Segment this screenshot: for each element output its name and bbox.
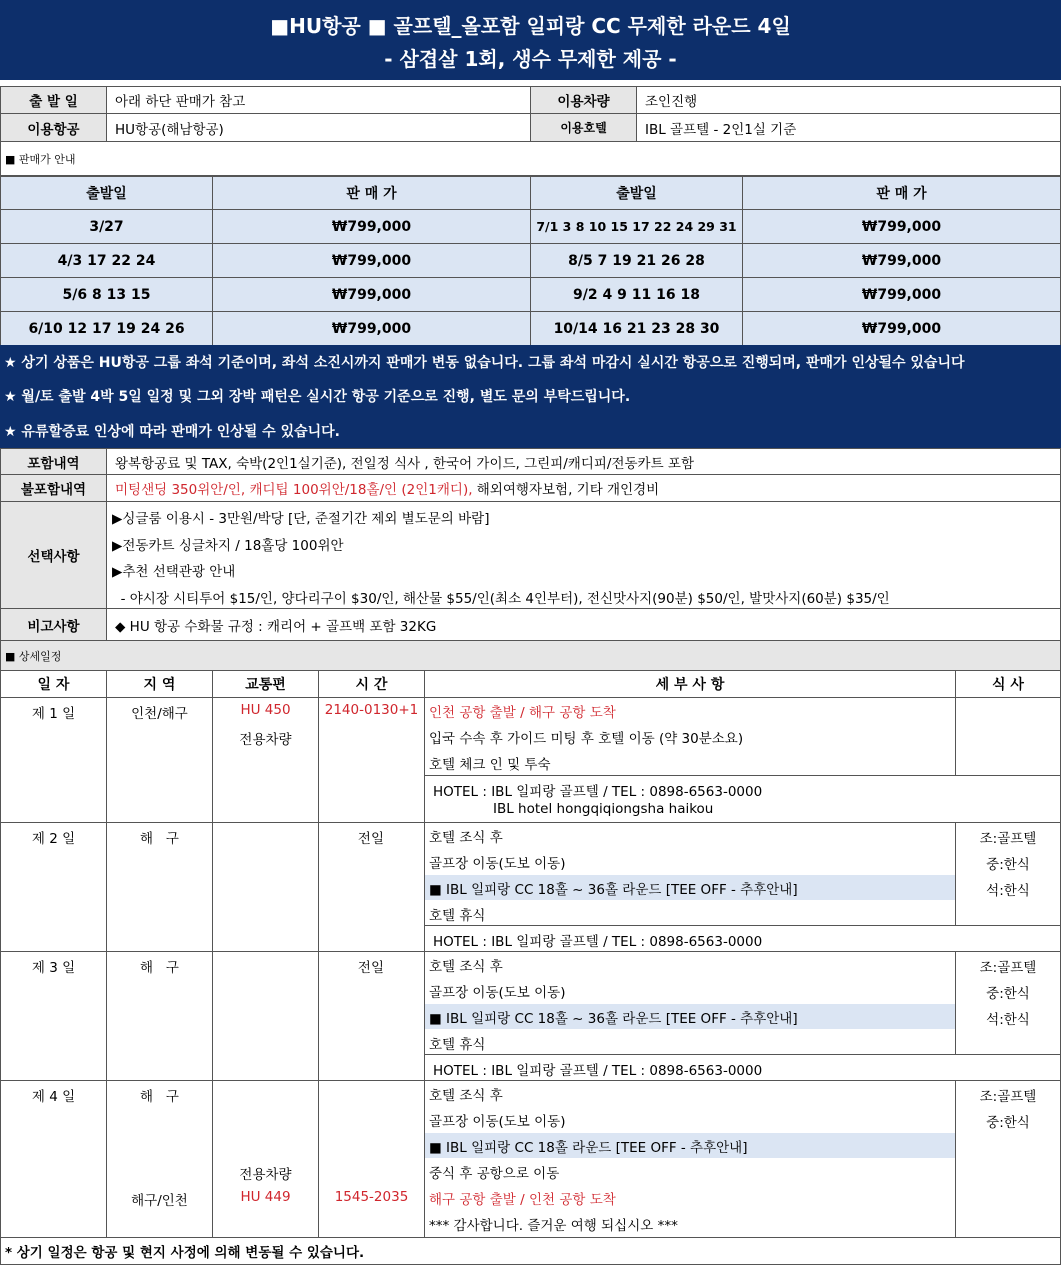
hotel-info: HOTEL : IBL 일피랑 골프텔 / TEL : 0898-6563-0000 — [433, 934, 763, 950]
title-banner — [0, 0, 1061, 80]
option-item: ▶전동카트 싱글차지 / 18홀당 100위안 — [112, 538, 344, 554]
day3-meals-cell — [955, 951, 1061, 1055]
price-section-label: ■ 판매가 안내 — [0, 141, 1061, 176]
meal-item: 중:한식 — [986, 857, 1030, 873]
day3-transport-cell — [212, 951, 319, 1081]
day3-region-cell — [106, 951, 213, 1081]
price-cell: ₩799,000 — [212, 311, 531, 346]
notice-line: ★ 월/토 출발 4박 5일 일정 및 그외 장박 패턴은 실시간 항공 기준으로 진행, 별도 문의 부탁드립니다. — [0, 379, 1061, 413]
meal-item: 중:한식 — [986, 986, 1030, 1002]
day4-meals-cell — [955, 1080, 1061, 1238]
airline-label: 이용항공 — [0, 113, 107, 142]
detail-item: 호텔 휴식 — [429, 1037, 486, 1053]
transport-label: 전용차량 — [239, 732, 292, 748]
page-title: ■HU항공 ■ 골프텔_올포함 일피랑 CC 무제한 라운드 4일 — [270, 14, 791, 38]
detail-item: 인천 공항 출발 / 해구 공항 도착 — [429, 705, 616, 721]
footer-note: * 상기 일정은 항공 및 현지 사정에 의해 변동될 수 있습니다. — [0, 1237, 1061, 1265]
remarks-label: 비고사항 — [0, 608, 107, 641]
departure-label: 출 발 일 — [0, 86, 107, 114]
time-label: 전일 — [357, 831, 384, 847]
meal-item: 조:골프텔 — [979, 1089, 1037, 1105]
day2-region-cell — [106, 822, 213, 952]
excluded-red-text: 미팅샌딩 350위안/인, 캐디팁 100위안/18홀/인 (2인1캐디), — [115, 482, 473, 498]
vehicle-value: 조인진행 — [636, 86, 1061, 114]
detail-item: 호텔 휴식 — [429, 908, 486, 924]
hotel-label: 이용호텔 — [530, 113, 637, 142]
day1-details-cell — [424, 697, 956, 776]
day2-meals-cell — [955, 822, 1061, 926]
meal-item: 조:골프텔 — [979, 831, 1037, 847]
day1-day-cell — [0, 697, 107, 823]
closing-message: *** 감사합니다. 즐거운 여행 되십시오 *** — [429, 1218, 678, 1234]
detail-item: 입국 수속 후 가이드 미팅 후 호텔 이동 (약 30분소요) — [429, 731, 744, 747]
region-label: 인천/해구 — [131, 706, 188, 722]
option-item: - 야시장 시티투어 $15/인, 양다리구이 $30/인, 해산물 $55/인(최소 4인부터), 전신맛사지(90분) $50/인, 발맛사지(60분) $35/인 — [112, 591, 890, 607]
hotel-info-en: IBL hotel hongqiqiongsha haikou — [493, 801, 714, 817]
time-label: 전일 — [357, 960, 384, 976]
excluded-rest-text: 해외여행자보험, 기타 개인경비 — [472, 482, 660, 498]
included-value: 왕복항공료 및 TAX, 숙박(2인1실기준), 전일정 식사 , 한국어 가이드, 그린피/캐디피/전동카트 포함 — [106, 448, 1061, 475]
price-cell: 7/1 3 8 10 15 17 22 24 29 31 — [530, 209, 743, 244]
schedule-section-label: ■ 상세일정 — [0, 640, 1061, 671]
price-header-price-1: 판 매 가 — [212, 176, 531, 210]
excluded-value — [106, 474, 1061, 502]
day1-hotel-cell — [424, 775, 1061, 823]
price-cell: 10/14 16 21 23 28 30 — [530, 311, 743, 346]
excluded-label: 불포함내역 — [0, 474, 107, 502]
options-label: 선택사항 — [0, 501, 107, 609]
day1-region-cell — [106, 697, 213, 823]
day-label: 제 1 일 — [31, 706, 76, 722]
schedule-header-transport: 교통편 — [212, 670, 319, 698]
day2-time-cell — [318, 822, 425, 952]
price-cell: 8/5 7 19 21 26 28 — [530, 243, 743, 278]
flight-code: HU 449 — [240, 1189, 291, 1205]
transport-label: 전용차량 — [239, 1167, 292, 1183]
day4-time-cell — [318, 1080, 425, 1238]
price-header-date-1: 출발일 — [0, 176, 213, 210]
schedule-header-region: 지 역 — [106, 670, 213, 698]
golf-round-item: ■ IBL 일피랑 CC 18홀 라운드 [TEE OFF - 추후안내] — [425, 1133, 955, 1158]
day2-details-cell — [424, 822, 956, 926]
day2-hotel-cell — [424, 925, 1061, 952]
detail-item: 중식 후 공항으로 이동 — [429, 1166, 560, 1182]
flight-code: HU 450 — [240, 702, 291, 718]
day-label: 제 2 일 — [31, 831, 76, 847]
price-cell: 5/6 8 13 15 — [0, 277, 213, 312]
price-cell: 9/2 4 9 11 16 18 — [530, 277, 743, 312]
price-cell: 3/27 — [0, 209, 213, 244]
price-cell: ₩799,000 — [742, 311, 1061, 346]
price-cell: ₩799,000 — [212, 243, 531, 278]
detail-item: 호텔 조식 후 — [429, 959, 503, 975]
day-label: 제 3 일 — [31, 960, 76, 976]
region-label: 해 구 — [140, 1089, 179, 1105]
day-label: 제 4 일 — [31, 1089, 76, 1105]
day1-time-cell — [318, 697, 425, 823]
included-label: 포함내역 — [0, 448, 107, 475]
hotel-info: HOTEL : IBL 일피랑 골프텔 / TEL : 0898-6563-0000 — [433, 1063, 763, 1079]
departure-value: 아래 하단 판매가 참고 — [106, 86, 531, 114]
option-item: ▶싱글룸 이용시 - 3만원/박당 [단, 준절기간 제외 별도문의 바람] — [112, 511, 490, 527]
day3-hotel-cell — [424, 1054, 1061, 1081]
detail-item: 골프장 이동(도보 이동) — [429, 1114, 566, 1130]
price-cell: ₩799,000 — [212, 209, 531, 244]
options-box — [106, 501, 1061, 609]
schedule-header-day: 일 자 — [0, 670, 107, 698]
price-header-date-2: 출발일 — [530, 176, 743, 210]
day1-transport-cell — [212, 697, 319, 823]
detail-item: 골프장 이동(도보 이동) — [429, 856, 566, 872]
notice-line: ★ 유류할증료 인상에 따라 판매가 인상될 수 있습니다. — [0, 413, 1061, 448]
golf-round-item: ■ IBL 일피랑 CC 18홀 ~ 36홀 라운드 [TEE OFF - 추후안내] — [425, 875, 955, 900]
day4-day-cell — [0, 1080, 107, 1238]
price-cell: ₩799,000 — [212, 277, 531, 312]
day4-transport-cell — [212, 1080, 319, 1238]
vehicle-label: 이용차량 — [530, 86, 637, 114]
airline-value: HU항공(해남항공) — [106, 113, 531, 142]
detail-item: 호텔 체크 인 및 투숙 — [429, 757, 551, 773]
day1-meals-cell — [955, 697, 1061, 776]
day3-day-cell — [0, 951, 107, 1081]
price-cell: ₩799,000 — [742, 277, 1061, 312]
price-cell: 4/3 17 22 24 — [0, 243, 213, 278]
day2-transport-cell — [212, 822, 319, 952]
meal-item: 석:한식 — [986, 1012, 1030, 1028]
golf-round-item: ■ IBL 일피랑 CC 18홀 ~ 36홀 라운드 [TEE OFF - 추후안내] — [425, 1004, 955, 1029]
remarks-value: ◆ HU 항공 수화물 규정 : 캐리어 + 골프백 포함 32KG — [106, 608, 1061, 641]
meal-item: 조:골프텔 — [979, 960, 1037, 976]
price-cell: ₩799,000 — [742, 243, 1061, 278]
schedule-header-details: 세 부 사 항 — [424, 670, 956, 698]
meal-item: 중:한식 — [986, 1115, 1030, 1131]
detail-item: 골프장 이동(도보 이동) — [429, 985, 566, 1001]
day3-time-cell — [318, 951, 425, 1081]
notice-line: ★ 상기 상품은 HU항공 그룹 좌석 기준이며, 좌석 소진시까지 판매가 변동 없습니다. 그룹 좌석 마감시 실시간 항공으로 진행되며, 판매가 인상될수 있습니다 — [0, 345, 1061, 379]
hotel-info: HOTEL : IBL 일피랑 골프텔 / TEL : 0898-6563-0000 — [433, 784, 763, 800]
time-label: 1545-2035 — [334, 1189, 409, 1205]
schedule-header-time: 시 간 — [318, 670, 425, 698]
detail-item: 호텔 조식 후 — [429, 1088, 503, 1104]
region-label: 해 구 — [140, 960, 179, 976]
price-cell: 6/10 12 17 19 24 26 — [0, 311, 213, 346]
detail-item: 해구 공항 출발 / 인천 공항 도착 — [429, 1192, 616, 1208]
day4-details-cell — [424, 1080, 956, 1238]
time-label: 2140-0130+1 — [324, 702, 419, 718]
page-subtitle: - 삼겹살 1회, 생수 무제한 제공 - — [384, 47, 677, 71]
schedule-header-meals: 식 사 — [955, 670, 1061, 698]
region-label: 해 구 — [140, 831, 179, 847]
meal-item: 석:한식 — [986, 883, 1030, 899]
region-label: 해구/인천 — [131, 1193, 188, 1209]
day2-day-cell — [0, 822, 107, 952]
day4-region-cell — [106, 1080, 213, 1238]
option-item: ▶추천 선택관광 안내 — [112, 564, 236, 580]
hotel-value: IBL 골프텔 - 2인1실 기준 — [636, 113, 1061, 142]
price-cell: ₩799,000 — [742, 209, 1061, 244]
price-header-price-2: 판 매 가 — [742, 176, 1061, 210]
detail-item: 호텔 조식 후 — [429, 830, 503, 846]
day3-details-cell — [424, 951, 956, 1055]
